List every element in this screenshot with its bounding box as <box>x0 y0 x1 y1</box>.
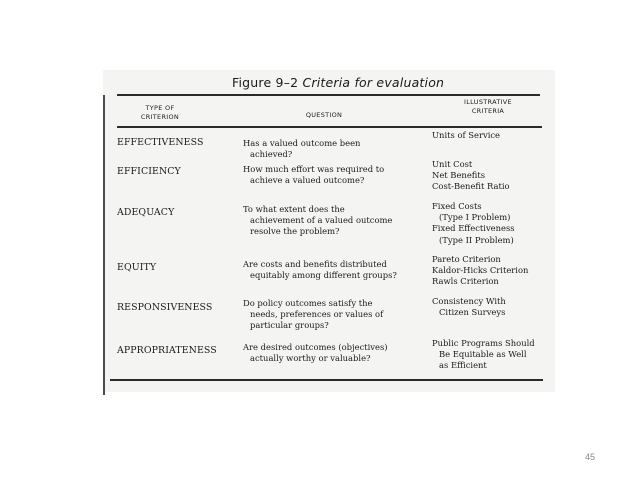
figure-label: Figure 9–2 <box>232 75 299 90</box>
examples-adequacy: Fixed Costs (Type I Problem) Fixed Effectiveness (Type II Problem) <box>432 201 515 245</box>
examples-appropriateness: Public Programs Should Be Equitable as Well as Efficient <box>432 338 535 371</box>
question-adequacy: To what extent does the achievement of a valued outcome resolve the problem? <box>243 204 393 237</box>
figure-caption: Criteria for evaluation <box>302 75 445 90</box>
table-top-rule <box>117 94 540 96</box>
header-rule <box>117 126 542 128</box>
criterion-adequacy: ADEQUACY <box>117 207 175 218</box>
scan-edge <box>103 95 105 395</box>
question-effectiveness: Has a valued outcome been achieved? <box>243 138 361 160</box>
criterion-equity: EQUITY <box>117 262 157 273</box>
examples-responsiveness: Consistency With Citizen Surveys <box>432 296 506 318</box>
question-efficiency: How much effort was required to achieve a valued outcome? <box>243 164 385 186</box>
slide-number: 45 <box>585 452 596 462</box>
examples-efficiency: Unit Cost Net Benefits Cost-Benefit Ratio <box>432 159 510 192</box>
criterion-effectiveness: EFFECTIVENESS <box>117 137 204 148</box>
criterion-efficiency: EFFICIENCY <box>117 166 181 177</box>
header-type-of-criterion: TYPE OF CRITERION <box>140 104 180 121</box>
figure-title <box>232 75 444 90</box>
table-bottom-rule <box>110 379 543 381</box>
question-appropriateness: Are desired outcomes (objectives) actually worthy or valuable? <box>243 342 388 364</box>
examples-effectiveness: Units of Service <box>432 130 501 140</box>
question-responsiveness: Do policy outcomes satisfy the needs, preferences or values of particular groups? <box>243 298 384 331</box>
header-question: QUESTION <box>305 111 343 119</box>
header-illustrative-criteria: ILLUSTRATIVE CRITERIA <box>464 98 512 115</box>
question-equity: Are costs and benefits distributed equitably among different groups? <box>243 259 397 281</box>
examples-equity: Pareto Criterion Kaldor-Hicks Criterion Rawls Criterion <box>432 254 529 287</box>
criterion-responsiveness: RESPONSIVENESS <box>117 302 213 313</box>
criterion-appropriateness: APPROPRIATENESS <box>117 345 217 356</box>
